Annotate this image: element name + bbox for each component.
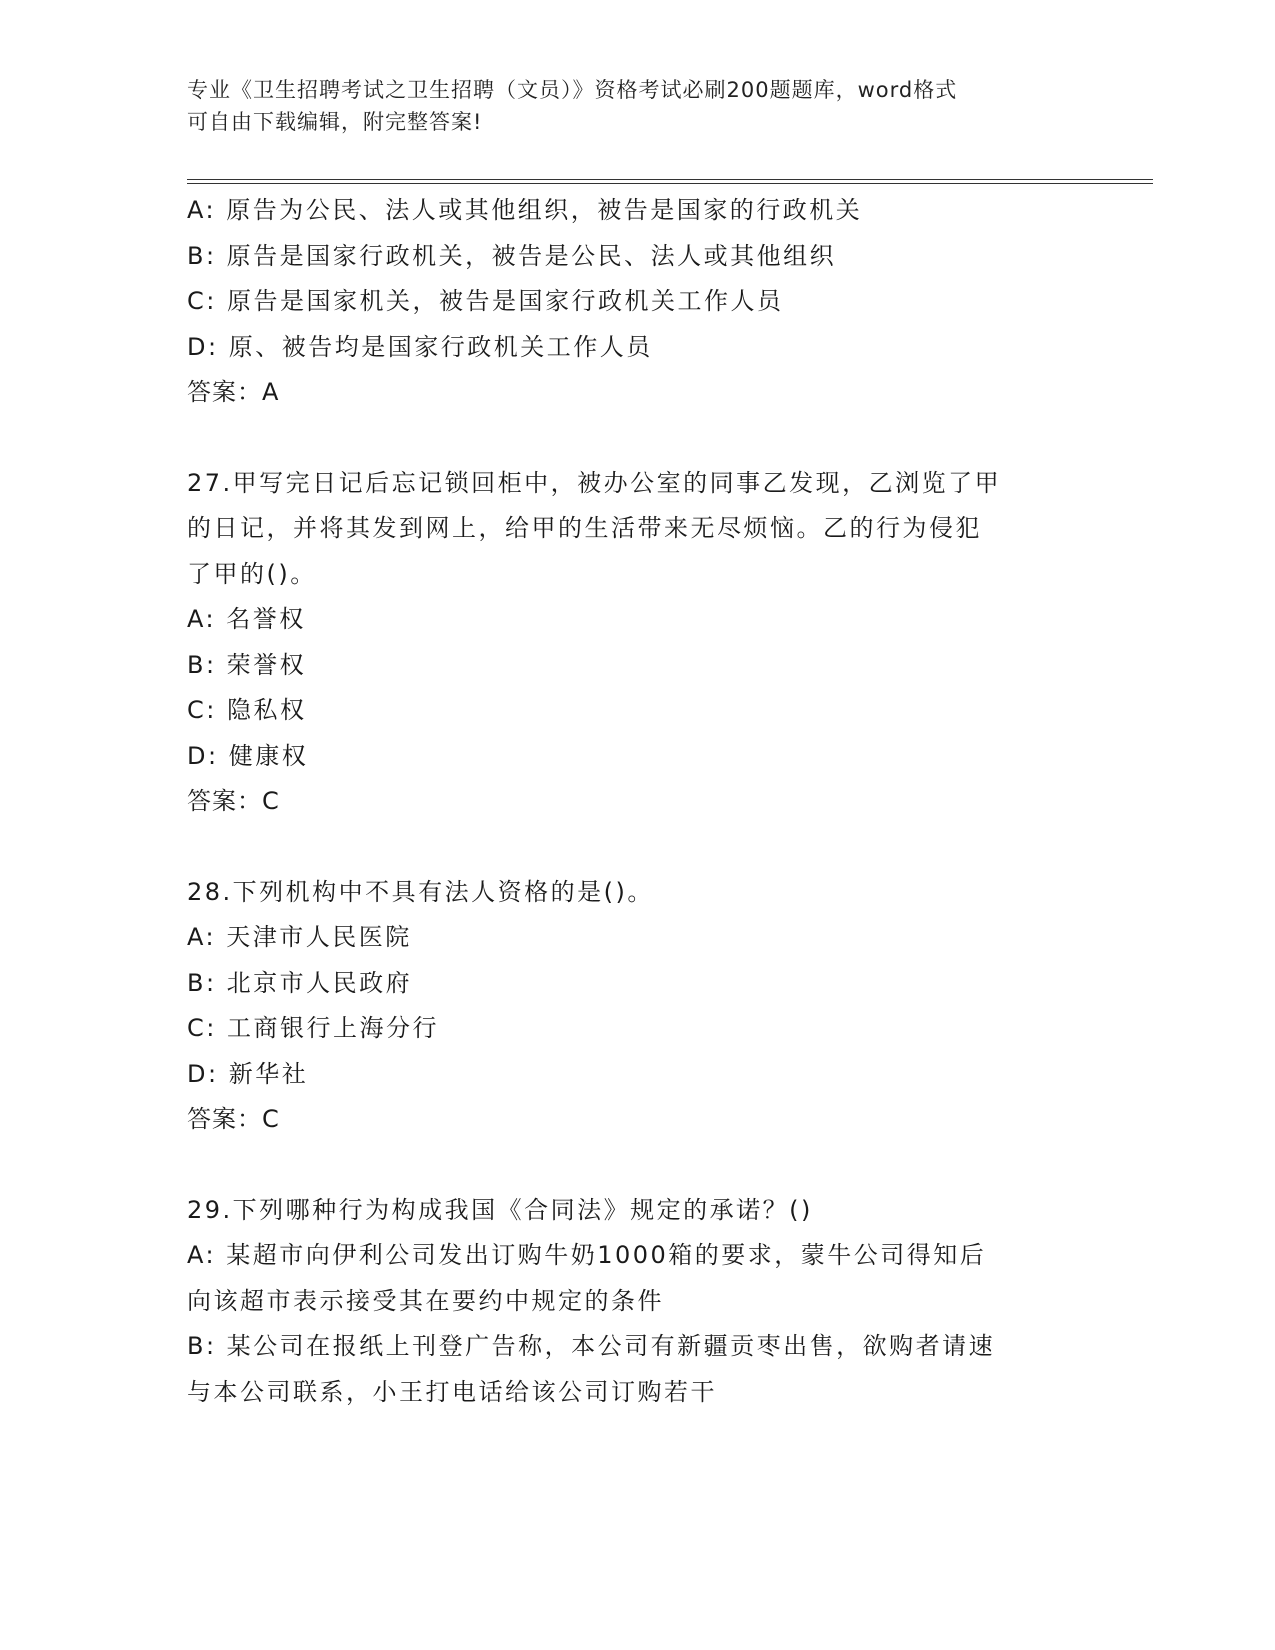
question-29: [187, 1188, 1067, 1416]
header-line-1: 专业《卫生招聘考试之卫生招聘（文员）》资格考试必刷200题题库，word格式: [187, 78, 958, 102]
option-d: D: 新华社: [187, 1059, 309, 1088]
option-c: C: 原告是国家机关，被告是国家行政机关工作人员: [187, 287, 784, 315]
spacer: [187, 825, 1067, 870]
question-stem-line: 28.下列机构中不具有法人资格的是()。: [187, 877, 654, 906]
answer: 答案：C: [187, 787, 280, 815]
option-c: C: 工商银行上海分行: [187, 1014, 439, 1042]
option-c: C: 隐私权: [187, 696, 307, 724]
option-a: A: 名誉权: [187, 605, 306, 633]
question-stem-line: 的日记，并将其发到网上，给甲的生活带来无尽烦恼。乙的行为侵犯: [187, 514, 982, 542]
option-b-continuation: 与本公司联系，小王打电话给该公司订购若干: [187, 1377, 717, 1406]
option-b: B: 北京市人民政府: [187, 968, 413, 997]
header-line-2: 可自由下载编辑，附完整答案!: [187, 110, 483, 134]
document-header: [187, 74, 1067, 138]
question-stem-line: 27.甲写完日记后忘记锁回柜中，被办公室的同事乙发现，乙浏览了甲: [187, 468, 1002, 497]
answer: 答案：C: [187, 1105, 280, 1133]
option-d: D: 原、被告均是国家行政机关工作人员: [187, 332, 653, 361]
option-a-continuation: 向该超市表示接受其在要约中规定的条件: [187, 1286, 664, 1315]
question-27: [187, 461, 1067, 825]
question-26: [187, 188, 1067, 416]
header-divider-top: [187, 179, 1153, 180]
question-28: [187, 870, 1067, 1143]
answer: 答案：A: [187, 378, 280, 406]
option-b: B: 原告是国家行政机关，被告是公民、法人或其他组织: [187, 241, 837, 270]
option-a: A: 天津市人民医院: [187, 923, 412, 951]
option-d: D: 健康权: [187, 741, 309, 770]
question-stem-line: 了甲的()。: [187, 559, 317, 588]
header-divider-bottom: [187, 183, 1153, 184]
option-a: A: 原告为公民、法人或其他组织，被告是国家的行政机关: [187, 196, 863, 224]
option-b: B: 荣誉权: [187, 650, 307, 679]
option-b: B: 某公司在报纸上刊登广告称，本公司有新疆贡枣出售，欲购者请速: [187, 1332, 996, 1360]
option-a: A: 某超市向伊利公司发出订购牛奶1000箱的要求，蒙牛公司得知后: [187, 1241, 987, 1269]
spacer: [187, 416, 1067, 461]
question-content: [187, 188, 1067, 1415]
spacer: [187, 1143, 1067, 1188]
question-stem-line: 29.下列哪种行为构成我国《合同法》规定的承诺？(): [187, 1195, 813, 1224]
